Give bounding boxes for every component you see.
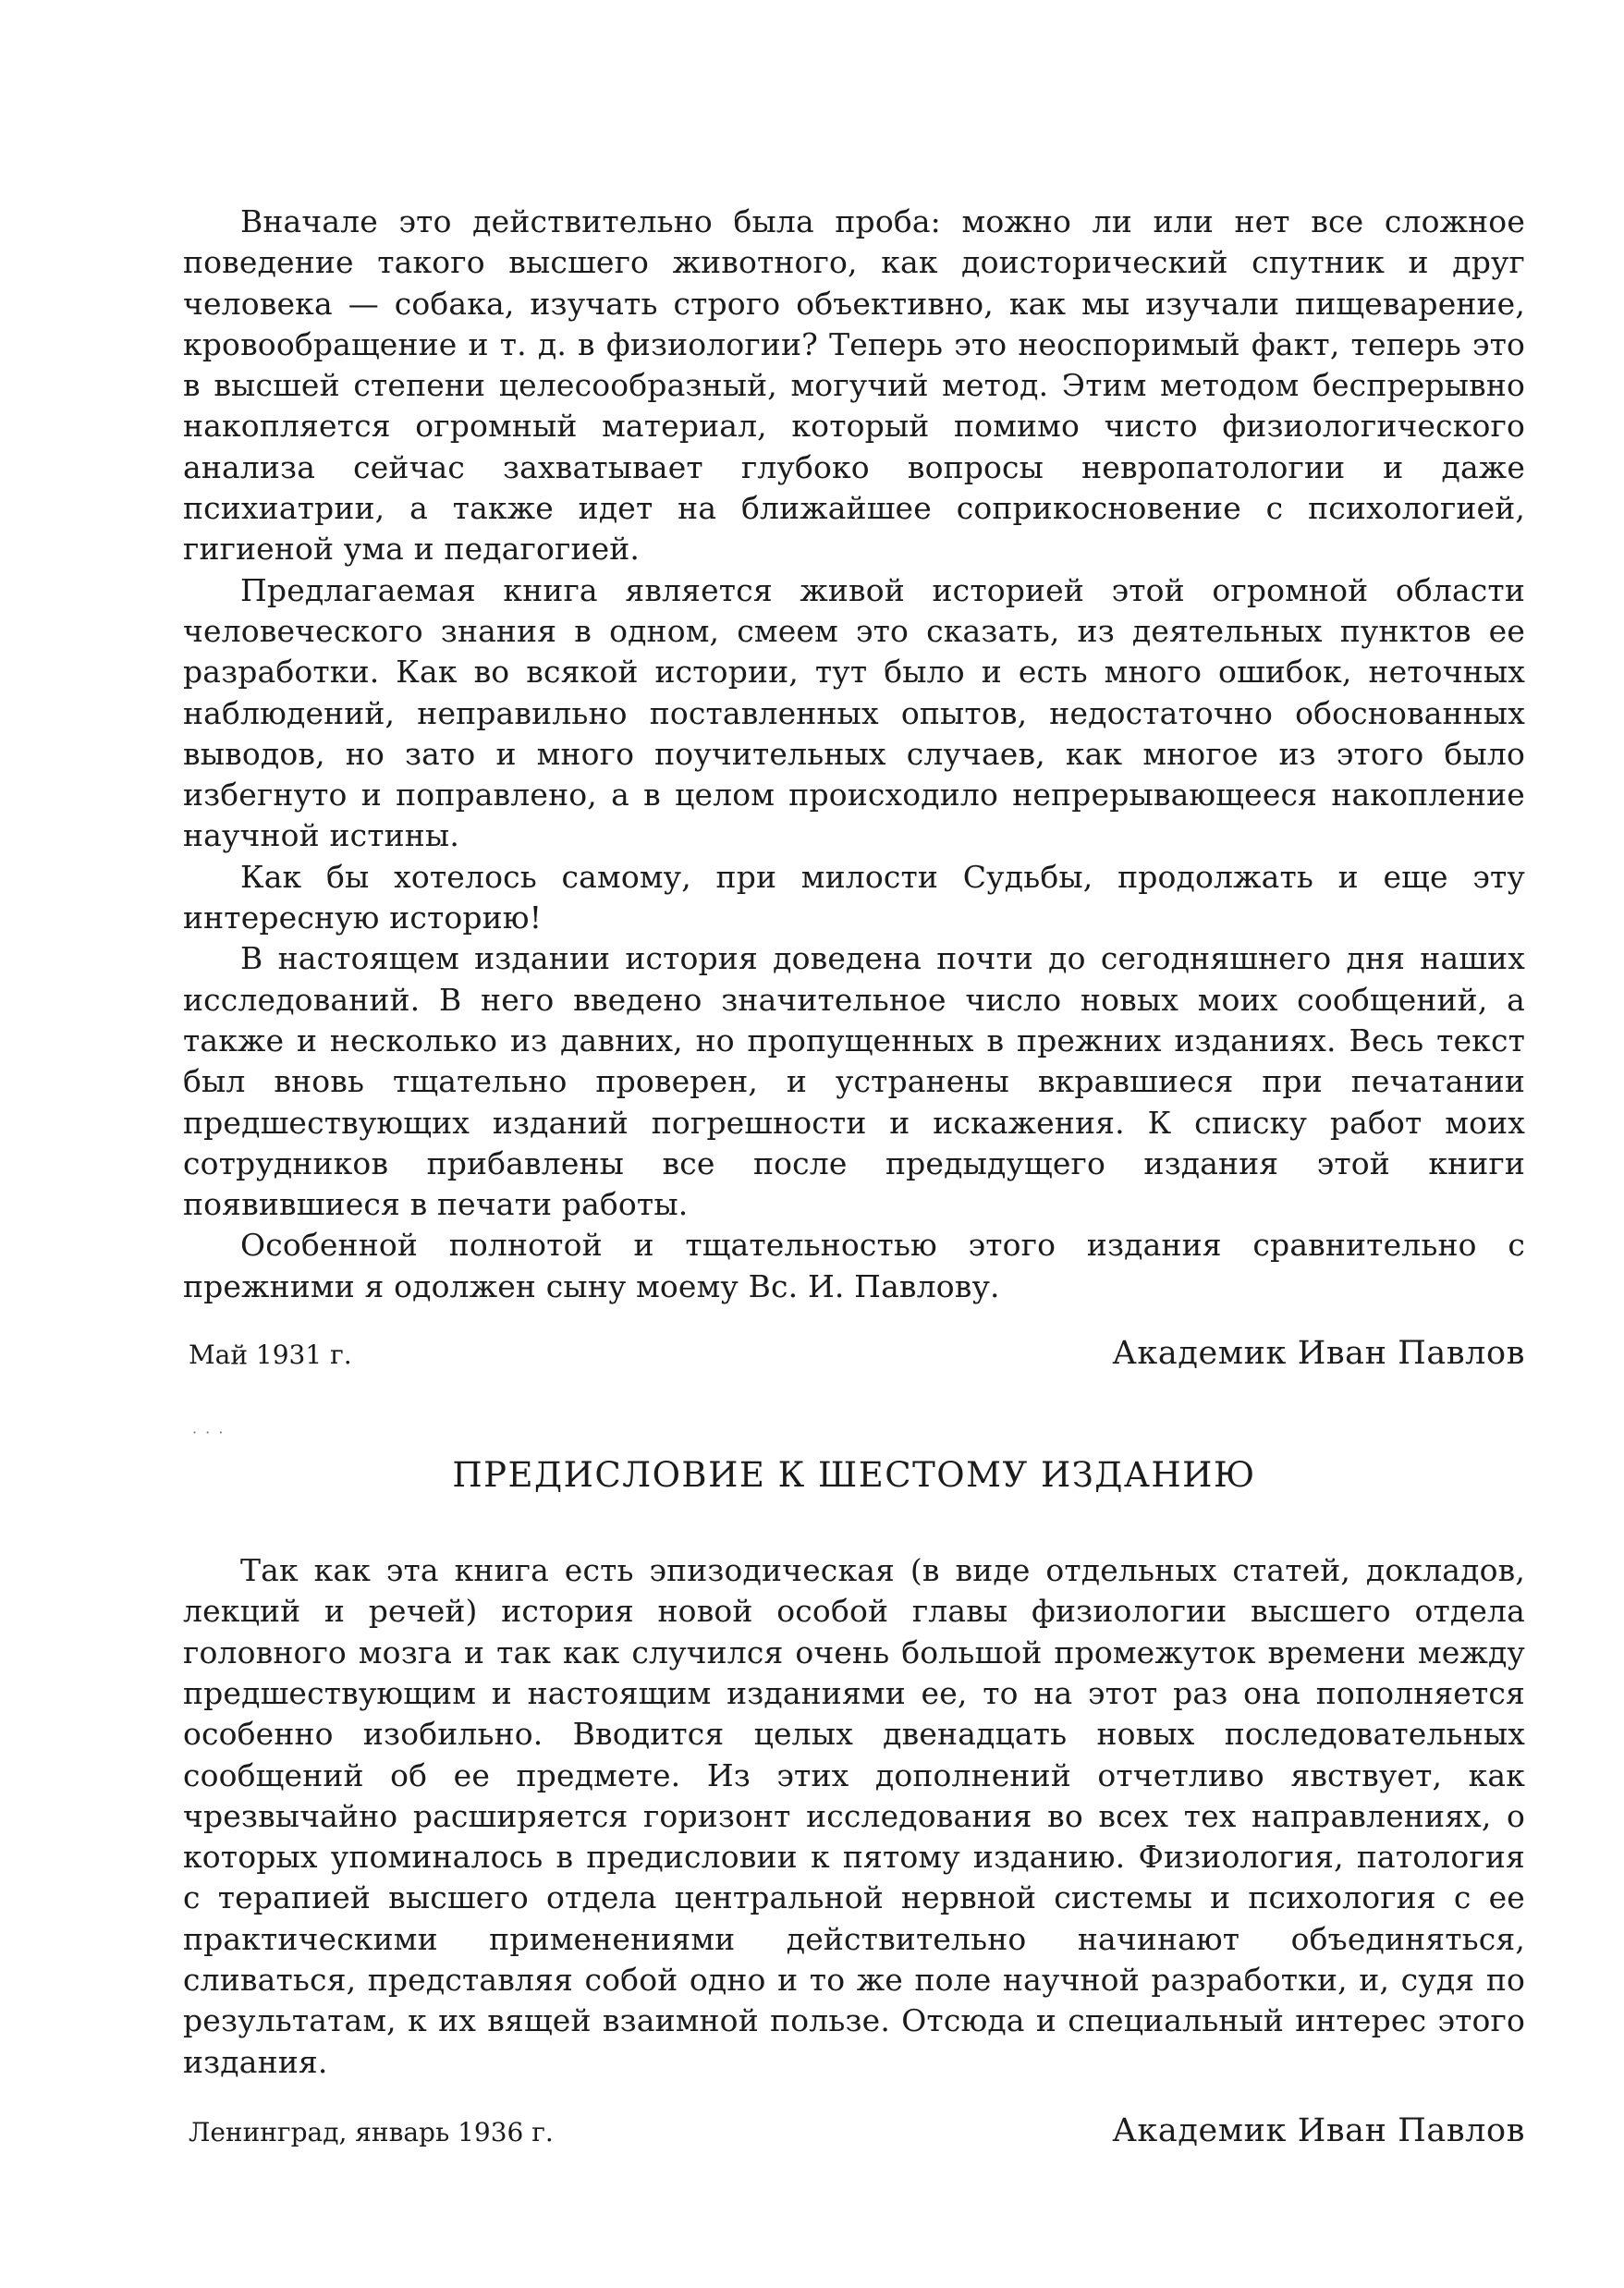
signature-date: Май 1931 г. [189, 1340, 352, 1371]
section-heading: ПРЕДИСЛОВИЕ К ШЕСТОМУ ИЗДАНИЮ [452, 1455, 1256, 1496]
paragraph: Особенной полнотой и тщательностью этого издания сравнительно с прежними я одолжен сыну моему Вс. И. Павлову. [183, 1227, 1525, 1304]
paragraph: В настоящем издании история доведена почти до сегодняшнего дня наших исследований. В него введено значительное число новых моих сообщений, а также и несколько из давних, но пропущенных в прежних изданиях. Весь текст был вновь тщательно проверен, и устранены вкравшиеся при печатании предшествующих изданий погрешности и искажения. К списку работ моих сотрудников прибавлены все после предыдущего издания этой книги появившиеся в печати работы. [183, 940, 1525, 1223]
paragraph: Как бы хотелось самому, при милости Судьбы, продолжать и еще эту интересную историю! [183, 858, 1525, 936]
paragraph: Вначале это действительно была проба: можно ли или нет все сложное поведение такого высшего животного, как доисторический спутник и друг человека — собака, изучать строго объективно, как мы изучали пищеварение, кровообращение и т. д. в физиологии? Теперь это неоспоримый факт, теперь это в высшей степени целесообразный, могучий метод. Этим методом беспрерывно накопляется огромный материал, который помимо чисто физиологического анализа сейчас захватывает глубоко вопросы невропатологии и даже психиатрии, а также идет на ближайшее соприкосновение с психологией, гигиеной ума и педагогией. [183, 203, 1525, 568]
signature-date: Ленинград, январь 1936 г. [189, 2116, 554, 2147]
preface-sixth-edition [183, 1455, 1525, 2149]
preface-fifth-edition [183, 202, 1525, 1372]
document-page [183, 202, 1525, 2149]
signature-block [183, 1335, 1525, 1372]
print-speck: · · · [192, 1424, 226, 1442]
paragraph: Предлагаемая книга является живой историей этой огромной области человеческого знания в одном, смеем это сказать, из деятельных пунктов ее разработки. Как во всякой истории, тут было и есть много ошибок, неточных наблюдений, неправильно поставленных опытов, недостаточно обоснованных выводов, но зато и много поучительных случаев, как многое из этого было избегнуто и поправлено, а в целом происходило непрерывающееся накопление научной истины. [183, 571, 1525, 854]
signature-author: Академик Иван Павлов [1112, 2111, 1525, 2149]
signature-block [183, 2112, 1525, 2149]
signature-author: Академик Иван Павлов [1112, 1335, 1525, 1373]
paragraph: Так как эта книга есть эпизодическая (в виде отдельных статей, докладов, лекций и речей) история новой особой главы физиологии высшего отдела головного мозга и так как случился очень большой промежуток времени между предшествующим и настоящим изданиями ее, то на этот раз она пополняется особенно изобильно. Вводится целых двенадцать новых последовательных сообщений об ее предмете. Из этих дополнений отчетливо явствует, как чрезвычайно расширяется горизонт исследования во всех тех направлениях, о которых упоминалось в предисловии к пятому изданию. Физиология, патология с терапией высшего отдела центральной нервной системы и психология с ее практическими применениями действительно начинают объединяться, сливаться, представляя собой одно и то же поле научной разработки, и, судя по результатам, к их вящей взаимной пользе. Отсюда и специальный интерес этого издания. [183, 1552, 1525, 2080]
